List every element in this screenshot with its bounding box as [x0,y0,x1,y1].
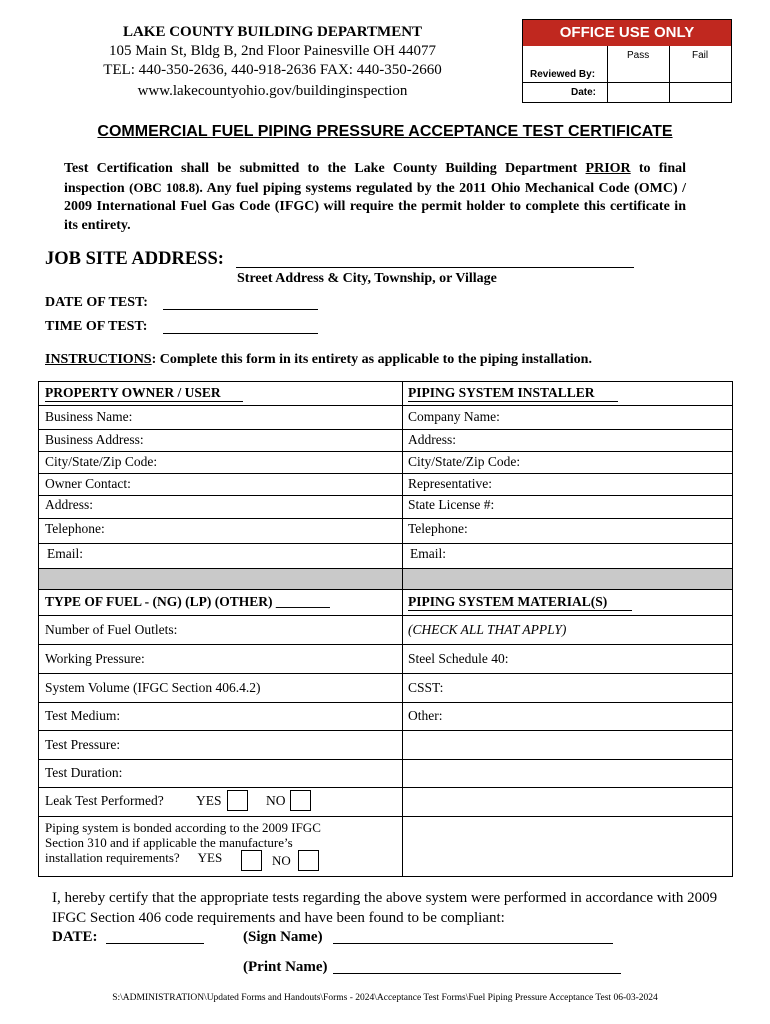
owner-telephone[interactable]: Telephone: [45,521,105,536]
time-of-test-field[interactable] [163,333,318,334]
owner-business-name[interactable]: Business Name: [45,409,133,424]
date-label: Date: [571,87,597,98]
bonded-question: Piping system is bonded according to the 2009 IFGC Section 310 and if applicable the manufacture’s installation requirements? YES [45,820,321,865]
test-pressure[interactable]: Test Pressure: [45,737,121,752]
test-medium[interactable]: Test Medium: [45,708,121,723]
test-duration[interactable]: Test Duration: [45,765,123,780]
check-all-note: (CHECK ALL THAT APPLY) [408,622,567,637]
owner-business-address[interactable]: Business Address: [45,432,144,447]
owner-city-state-zip[interactable]: City/State/Zip Code: [45,454,158,469]
office-use-box [522,19,732,103]
bonded-no-label: NO [272,853,291,868]
cert-date-field[interactable] [106,943,204,944]
department-phones: TEL: 440-350-2636, 440-918-2636 FAX: 440-350-2660 [103,62,442,78]
fuel-heading: TYPE OF FUEL - (NG) (LP) (OTHER) ________ [45,594,330,609]
job-site-sublabel: Street Address & City, Township, or Village [237,271,497,286]
installer-state-license[interactable]: State License #: [408,497,495,512]
table-separator-band [39,569,732,589]
bonded-no-checkbox[interactable] [298,850,319,871]
material-heading: PIPING SYSTEM MATERIAL(S) [408,594,632,611]
job-site-address-field[interactable] [236,267,634,268]
material-csst[interactable]: CSST: [408,680,444,695]
system-volume[interactable]: System Volume (IFGC Section 406.4.2) [45,680,261,695]
leak-test-yes-checkbox[interactable] [227,790,248,811]
leak-test-yes-label: YES [196,793,222,808]
time-of-test-label: TIME OF TEST: [45,319,148,334]
department-website[interactable]: www.lakecountyohio.gov/buildinginspection [137,83,408,99]
print-name-field[interactable] [333,973,621,974]
installer-company-name[interactable]: Company Name: [408,409,500,424]
department-address: 105 Main St, Bldg B, 2nd Floor Painesville OH 44077 [108,43,437,59]
department-name: LAKE COUNTY BUILDING DEPARTMENT [122,24,423,40]
reviewed-by-label: Reviewed By: [530,69,596,80]
installer-telephone[interactable]: Telephone: [408,521,468,536]
date-of-test-label: DATE OF TEST: [45,295,148,310]
date-of-test-field[interactable] [163,309,318,310]
intro-paragraph: Test Certification shall be submitted to the Lake County Building Department PRIOR to final inspection (OBC 108.8). Any fuel piping systems regulated by the 2011 Ohio Mechanical Code (OMC) / 2009 International Fuel Gas Code (IFGC) will require the permit holder to complete this certificate in its entirety. [64,161,686,233]
leak-test-label: Leak Test Performed? [45,793,164,808]
bonded-yes-checkbox[interactable] [241,850,262,871]
footer-path: S:\ADMINISTRATION\Updated Forms and Handouts\Forms - 2024\Acceptance Test Forms\Fuel Piping Pressure Acceptance Test 06-03-2024 [112,993,658,1003]
leak-test-no-checkbox[interactable] [290,790,311,811]
sign-name-label: (Sign Name) [243,929,323,945]
installer-email[interactable]: Email: [410,546,446,561]
fail-label: Fail [692,50,709,61]
job-site-label: JOB SITE ADDRESS: [45,249,224,269]
owner-heading: PROPERTY OWNER / USER [45,385,243,402]
form-title: COMMERCIAL FUEL PIPING PRESSURE ACCEPTANCE TEST CERTIFICATE [97,123,673,140]
working-pressure[interactable]: Working Pressure: [45,651,145,666]
installer-heading: PIPING SYSTEM INSTALLER [408,385,618,402]
installer-city-state-zip[interactable]: City/State/Zip Code: [408,454,521,469]
instructions: INSTRUCTIONS: Complete this form in its entirety as applicable to the piping installation. [45,352,592,367]
installer-address[interactable]: Address: [408,432,456,447]
office-use-title: OFFICE USE ONLY [523,20,731,46]
sign-name-field[interactable] [333,943,613,944]
owner-email[interactable]: Email: [47,546,83,561]
leak-test-no-label: NO [266,793,286,808]
installer-representative[interactable]: Representative: [408,476,492,491]
certification-text: I, hereby certify that the appropriate tests regarding the above system were performed in accordance with 2009 IFGC Section 406 code requirements and have been found to be compliant: [52,890,718,926]
material-steel[interactable]: Steel Schedule 40: [408,651,509,666]
material-other[interactable]: Other: [408,708,443,723]
owner-contact[interactable]: Owner Contact: [45,476,131,491]
owner-address[interactable]: Address: [45,497,93,512]
fuel-outlets[interactable]: Number of Fuel Outlets: [45,622,178,637]
print-name-label: (Print Name) [243,959,328,975]
pass-label: Pass [627,50,650,61]
cert-date-label: DATE: [52,929,98,945]
